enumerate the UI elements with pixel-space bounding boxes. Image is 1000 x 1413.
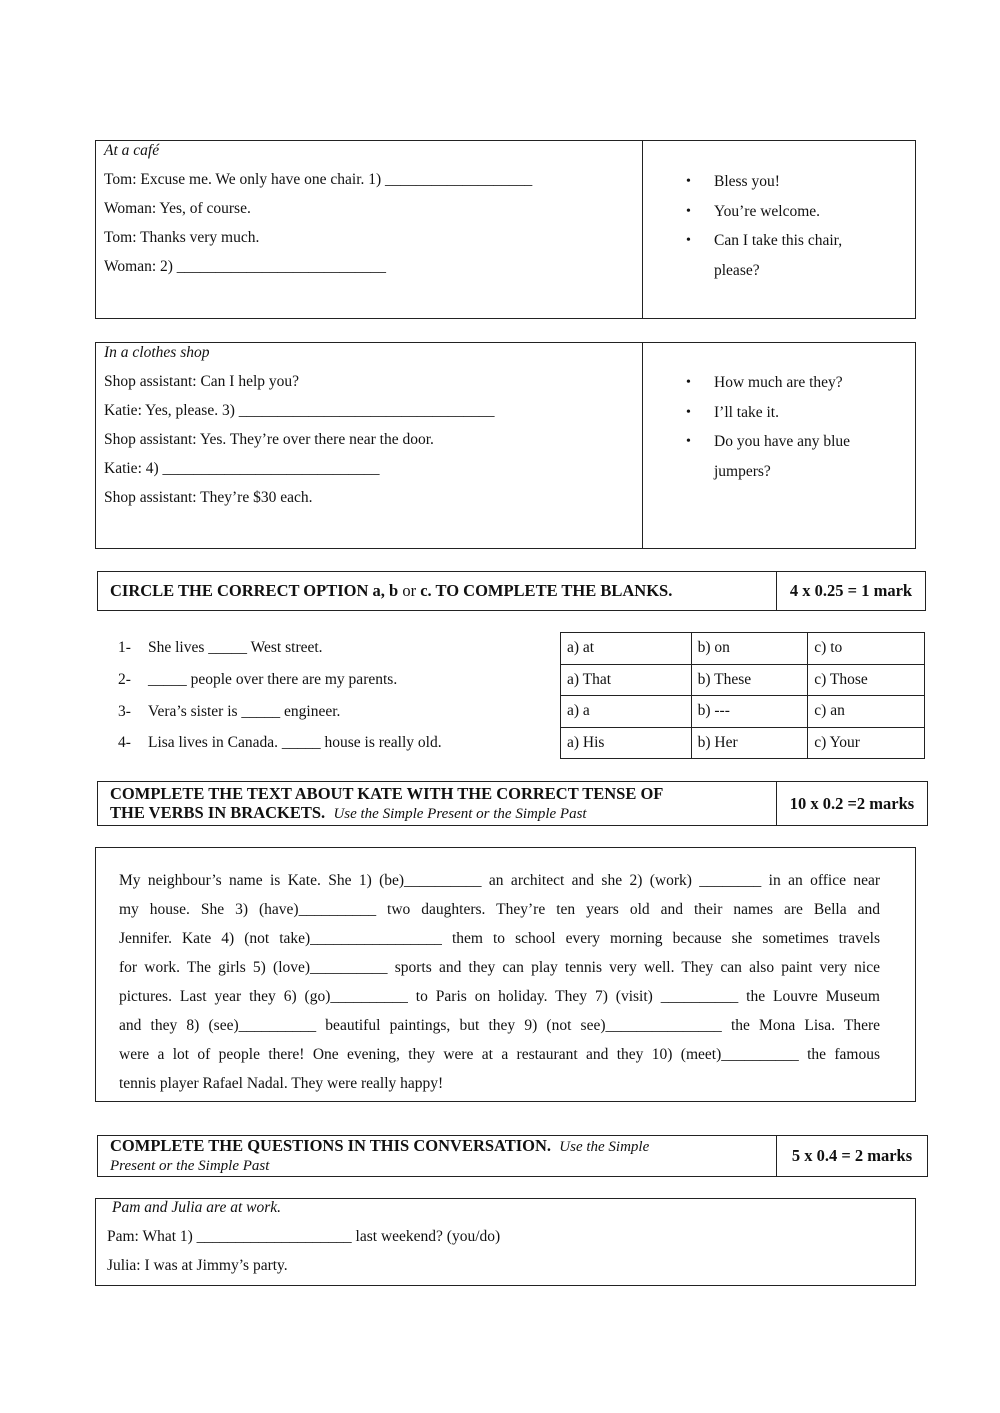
shop-option-2: • I’ll take it. xyxy=(672,398,872,428)
julia-line-1: Julia: I was at Jimmy’s party. xyxy=(107,1257,288,1274)
shop-options-list xyxy=(672,368,872,486)
option-3c[interactable]: c) an xyxy=(808,696,925,728)
section3-instruction-b: Present or the Simple Past xyxy=(110,1158,270,1174)
cafe-divider xyxy=(642,141,643,318)
option-3b[interactable]: b) --- xyxy=(691,696,808,728)
question-2-number: 2- xyxy=(118,671,131,688)
question-4-text: Lisa lives in Canada. _____ house is really old. xyxy=(148,734,442,751)
options-table xyxy=(560,632,925,759)
pam-julia-setting: Pam and Julia are at work. xyxy=(112,1199,282,1216)
kate-text-line-3: Jennifer. Kate 4) (not take)_________________ them to school every morning because she sometimes travels xyxy=(119,930,880,947)
shop-dialogue-box xyxy=(95,342,916,549)
option-4c[interactable]: c) Your xyxy=(808,727,925,759)
kate-text xyxy=(119,866,880,1098)
question-1-text: She lives _____ West street. xyxy=(148,639,323,656)
option-1b[interactable]: b) on xyxy=(691,633,808,665)
cafe-line-1: Tom: Excuse me. We only have one chair. 1) ___________________ xyxy=(104,171,533,188)
shop-setting: In a clothes shop xyxy=(104,344,210,361)
kate-text-line-7: were a lot of people there! One evening, they were at a restaurant and they 10) (meet)__________ the famous xyxy=(119,1046,880,1063)
shop-line-4: Katie: 4) ____________________________ xyxy=(104,460,380,477)
question-2-text: _____ people over there are my parents. xyxy=(148,671,398,688)
shop-line-1: Shop assistant: Can I help you? xyxy=(104,373,300,390)
section1-title: CIRCLE THE CORRECT OPTION a, b or c. TO COMPLETE THE BLANKS. xyxy=(110,581,673,600)
kate-text-box xyxy=(95,847,916,1102)
cafe-option-1: • Bless you! xyxy=(672,167,872,197)
kate-text-line-2: my house. She 3) (have)__________ two daughters. They’re ten years old and their names are Bella and xyxy=(119,901,880,918)
section2-header xyxy=(97,781,928,826)
shop-line-3: Shop assistant: Yes. They’re over there near the door. xyxy=(104,431,434,448)
pam-julia-box xyxy=(95,1198,916,1286)
question-4-number: 4- xyxy=(118,734,131,751)
cafe-setting: At a café xyxy=(104,142,160,159)
shop-line-2: Katie: Yes, please. 3) _________________________________ xyxy=(104,402,495,419)
question-1-number: 1- xyxy=(118,639,131,656)
kate-text-line-1: My neighbour’s name is Kate. She 1) (be)__________ an architect and she 2) (work) ________ in an office near xyxy=(119,872,880,889)
question-1 xyxy=(118,639,323,657)
section3-marks: 5 x 0.4 = 2 marks xyxy=(776,1136,927,1176)
cafe-line-2: Woman: Yes, of course. xyxy=(104,200,251,217)
cafe-line-4: Woman: 2) ___________________________ xyxy=(104,258,387,275)
section1-header xyxy=(97,571,926,611)
section3-title: COMPLETE THE QUESTIONS IN THIS CONVERSATION. Use the Simple Present or the Simple Past xyxy=(98,1136,776,1176)
cafe-option-3: • Can I take this chair, please? xyxy=(672,226,872,285)
option-3a[interactable]: a) a xyxy=(561,696,692,728)
question-4 xyxy=(118,734,442,752)
kate-text-line-5: pictures. Last year they 6) (go)__________ to Paris on holiday. They 7) (visit) __________ the Louvre Museum xyxy=(119,988,880,1005)
options-row-4 xyxy=(561,727,925,759)
cafe-dialogue-box xyxy=(95,140,916,319)
option-2b[interactable]: b) These xyxy=(691,664,808,696)
shop-divider xyxy=(642,343,643,548)
section2-title: COMPLETE THE TEXT ABOUT KATE WITH THE CORRECT TENSE OF THE VERBS IN BRACKETS. Use the Simple Present or the Simple Past xyxy=(110,783,664,822)
options-row-3 xyxy=(561,696,925,728)
pam-line-1: Pam: What 1) ____________________ last weekend? (you/do) xyxy=(107,1228,501,1245)
question-3 xyxy=(118,703,340,721)
section2-instruction: Use the Simple Present or the Simple Past xyxy=(333,805,587,822)
section3-instruction-a: Use the Simple xyxy=(559,1139,650,1155)
section1-marks: 4 x 0.25 = 1 mark xyxy=(776,572,925,610)
cafe-line-3: Tom: Thanks very much. xyxy=(104,229,260,246)
option-4b[interactable]: b) Her xyxy=(691,727,808,759)
option-4a[interactable]: a) His xyxy=(561,727,692,759)
shop-line-5: Shop assistant: They’re $30 each. xyxy=(104,489,313,506)
option-2c[interactable]: c) Those xyxy=(808,664,925,696)
cafe-options-list xyxy=(672,167,872,285)
question-3-text: Vera’s sister is _____ engineer. xyxy=(148,703,341,720)
kate-text-line-8: tennis player Rafael Nadal. They were really happy! xyxy=(119,1075,444,1092)
cafe-option-2: • You’re welcome. xyxy=(672,197,872,227)
shop-option-3: • Do you have any blue jumpers? xyxy=(672,427,872,486)
option-1c[interactable]: c) to xyxy=(808,633,925,665)
question-2 xyxy=(118,671,397,689)
section2-marks: 10 x 0.2 =2 marks xyxy=(776,782,927,825)
kate-text-line-4: for work. The girls 5) (love)__________ sports and they can play tennis very well. They can also paint very nice xyxy=(119,959,880,976)
option-1a[interactable]: a) at xyxy=(561,633,692,665)
kate-text-line-6: and they 8) (see)__________ beautiful paintings, but they 9) (not see)_______________ the Mona Lisa. There xyxy=(119,1017,880,1034)
option-2a[interactable]: a) That xyxy=(561,664,692,696)
shop-option-1: • How much are they? xyxy=(672,368,872,398)
question-3-number: 3- xyxy=(118,703,131,720)
options-row-2 xyxy=(561,664,925,696)
options-row-1 xyxy=(561,633,925,665)
section3-header xyxy=(97,1135,928,1177)
